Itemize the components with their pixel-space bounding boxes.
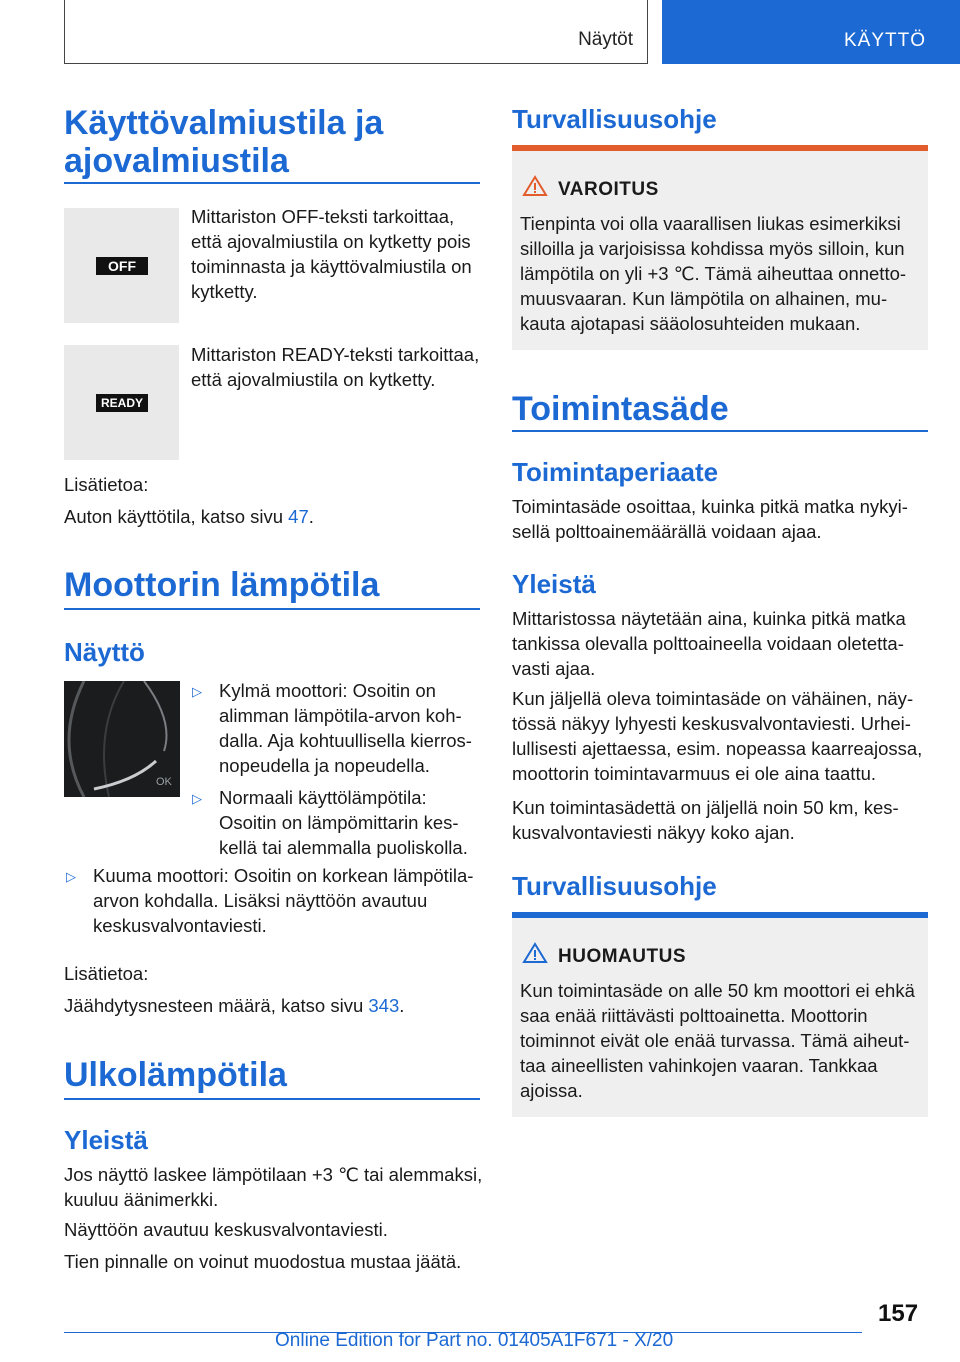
- notice-triangle-icon: [522, 942, 548, 964]
- general-right-p3: Kun toimintasädettä on jäljellä noin 50 km, keskusvalvontaviesti näkyy koko ajan.: [512, 797, 899, 843]
- ready-indicator-image: [64, 345, 179, 460]
- heading-display: Näyttö: [64, 637, 145, 667]
- heading-safety-2: Turvallisuusohje: [512, 871, 717, 901]
- heading-general-right: Yleistä: [512, 569, 596, 599]
- notice-label: HUOMAUTUS: [558, 946, 686, 967]
- heading-rule: [64, 608, 480, 610]
- more-info-text-1: Auton käyttötila, katso sivu: [64, 506, 284, 527]
- bullet-normal-temperature: Normaali käyttölämpötila: Osoitin on lämpömittarin keskellä tai alemmalla puoliskolla.: [219, 787, 468, 858]
- more-info-label-2: Lisätietoa:: [64, 963, 149, 984]
- bullet-triangle-icon: ▷: [192, 684, 202, 699]
- heading-rule: [512, 430, 928, 432]
- page-link-343[interactable]: 343: [368, 995, 400, 1016]
- more-info-line-1: Auton käyttötila, katso sivu 47.: [64, 506, 314, 527]
- warning-box: [512, 145, 928, 350]
- general-right-p2: Kun jäljellä oleva toimintasäde on vähäinen, näytössä näkyy lyhyesti keskusvalvontaviesti. Urheilullisesti ajettaessa, esim. nopeassa kaarreajossa, moottorin toimintavarmuus ei ole aina taattu.: [512, 688, 923, 784]
- more-info-line-2: Jäähdytysnesteen määrä, katso sivu 343.: [64, 995, 405, 1016]
- bullet-triangle-icon: ▷: [66, 869, 76, 884]
- warning-triangle-icon: [522, 175, 548, 197]
- warning-label: VAROITUS: [558, 179, 659, 200]
- heading-range: Toimintasäde: [512, 390, 729, 428]
- heading-rule: [64, 1098, 480, 1100]
- general-left-p2: Näyttöön avautuu keskusvalvontaviesti.: [64, 1219, 388, 1240]
- warning-text: Tienpinta voi olla vaarallisen liukas esimerkiksi silloilla ja varjoisissa kohdissa myös silloin, kun lämpötila on yli +3 ℃. Tämä aiheuttaa onnettomuusvaaran. Kun lämpötila on alhainen, mukauta ajotapasi sääolosuhteiden mukaan.: [520, 213, 907, 334]
- off-indicator-image: [64, 208, 179, 323]
- heading-engine-temperature: Moottorin lämpötila: [64, 566, 380, 604]
- chapter-tab: [662, 0, 960, 64]
- page-link-47[interactable]: 47: [288, 506, 309, 527]
- chapter-tab-label: KÄYTTÖ: [844, 30, 927, 51]
- gauge-ok-label: OK: [156, 776, 172, 788]
- page-number: 157: [878, 1300, 919, 1327]
- off-badge: OFF: [96, 257, 148, 275]
- heading-safety-1: Turvallisuusohje: [512, 104, 717, 134]
- general-right-p1: Mittaristossa näytetään aina, kuinka pitkä matka tankissa olevalla polttoaineella voidaan oletettavasti ajaa.: [512, 608, 906, 679]
- more-info-label-1: Lisätietoa:: [64, 474, 149, 495]
- gauge-illustration: [64, 681, 180, 797]
- general-left-p3: Tien pinnalle on voinut muodostua mustaa jäätä.: [64, 1251, 462, 1272]
- heading-standby: Käyttövalmiustila ja ajovalmiustila: [64, 104, 384, 180]
- notice-box: [512, 912, 928, 1117]
- notice-text: Kun toimintasäde on alle 50 km moottori ei ehkä saa enää riittävästi polttoainetta. Moottorin toiminnot eivät ole enää turvassa. Tämä aiheuttaa aineellisten vahinkojen vaaran. Tankkaa ajoissa.: [520, 980, 915, 1101]
- temperature-gauge-image: [64, 681, 180, 797]
- heading-general-left: Yleistä: [64, 1125, 148, 1155]
- heading-rule: [64, 182, 480, 184]
- section-tab: [64, 0, 648, 64]
- bullet-triangle-icon: ▷: [192, 791, 202, 806]
- ready-description: Mittariston READY-teksti tarkoittaa, että ajovalmiustila on kytketty.: [191, 344, 480, 390]
- bullet-hot-engine: Kuuma moottori: Osoitin on korkean lämpötila-arvon kohdalla. Lisäksi näyttöön avautuu keskusvalvontaviesti.: [93, 865, 474, 936]
- bullet-cold-engine: Kylmä moottori: Osoitin on alimman lämpötila-arvon kohdalla. Aja kohtuullisella kierrosnopeudella ja nopeudella.: [219, 680, 472, 776]
- more-info-text-2: Jäähdytysnesteen määrä, katso sivu: [64, 995, 364, 1016]
- general-left-p1: Jos näyttö laskee lämpötilaan +3 ℃ tai alemmaksi, kuuluu äänimerkki.: [64, 1164, 483, 1210]
- footer-edition: Online Edition for Part no. 01405A1F671 - X/20: [275, 1330, 674, 1351]
- heading-outside-temperature: Ulkolämpötila: [64, 1056, 287, 1094]
- ready-badge: READY: [96, 394, 148, 412]
- heading-principle: Toimintaperiaate: [512, 457, 719, 487]
- off-description: Mittariston OFF-teksti tarkoittaa, että ajovalmiustila on kytketty pois toiminnasta ja käyttövalmiustila on kytketty.: [191, 206, 472, 302]
- section-tab-label: Näytöt: [578, 29, 633, 50]
- principle-text: Toimintasäde osoittaa, kuinka pitkä matka nykyisellä polttoainemäärällä voidaan ajaa.: [512, 496, 908, 542]
